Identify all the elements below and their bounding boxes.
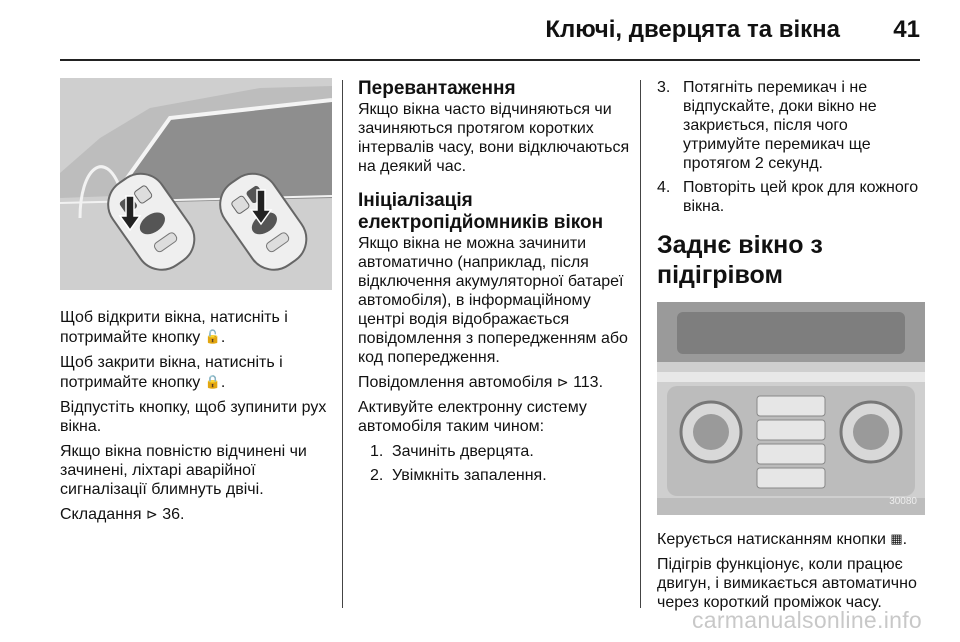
list-item: 2. Увімкніть запалення. <box>370 467 547 484</box>
list-item: 3. Потягніть перемикач і не відпускайте, доки вікно не закриється, після чого утримуйте перемикач ще протягом 2 секунд. <box>657 79 877 172</box>
page-number: 41 <box>893 16 920 43</box>
release-button-text: Відпустіть кнопку, щоб зупинити рух вікна. <box>60 399 327 435</box>
column-3 <box>657 78 927 618</box>
steps-list-1 <box>358 442 630 485</box>
column-divider-1 <box>342 80 343 608</box>
initialization-text: Якщо вікна не можна зачинити автоматично (наприклад, після відключення акумуляторної батареї автомобіля), в інформаційному центрі водія відображається повідомлення з попередженням або код попередження. <box>358 235 628 366</box>
column-divider-2 <box>640 80 641 608</box>
key-lock-button-icon: 🔒 <box>204 374 221 389</box>
key-fob-window-drawing <box>60 78 332 290</box>
rear-heat-control-text: Керується натисканням кнопки ▦. <box>657 531 908 548</box>
vehicle-messages-text: Повідомлення автомобіля ⊳ 113. <box>358 374 604 391</box>
overload-heading: Перевантаження <box>358 78 516 99</box>
page-header <box>60 14 920 50</box>
open-windows-text: Щоб відкрити вікна, натисніть і потримайте кнопку 🔓. <box>60 309 288 346</box>
list-item: 4. Повторіть цей крок для кожного вікна. <box>657 179 919 215</box>
key-unlock-button-icon: 🔓 <box>204 329 221 344</box>
watermark: carmanualsonline.info <box>691 607 922 633</box>
folding-reference-text: Складання ⊳ 36. <box>60 506 185 523</box>
reference-arrow-icon: ⊳ <box>556 374 569 390</box>
reference-arrow-icon: ⊳ <box>146 506 158 522</box>
key-fob-window-illustration <box>60 78 332 290</box>
activate-text: Активуйте електронну систему автомобіля таким чином: <box>358 399 587 435</box>
overload-text: Якщо вікна часто відчиняються чи зачиняються протягом коротких інтервалів часу, вони відключаються на деякий час. <box>358 101 630 175</box>
close-windows-text: Щоб закрити вікна, натисніть і потримайте кнопку 🔒. <box>60 354 283 391</box>
vehicle-messages-link[interactable]: 113. <box>573 374 604 391</box>
initialization-heading: Ініціалізація електропідйомників вікон <box>358 190 604 233</box>
hazard-lights-text: Якщо вікна повністю відчинені чи зачинені, ліхтарі аварійної сигналізації блимнуть двічі. <box>60 443 307 498</box>
folding-reference-link[interactable]: 36. <box>162 506 185 523</box>
climate-panel-drawing <box>657 302 925 515</box>
rear-window-heat-icon: ▦ <box>890 531 903 546</box>
section-title: Ключі, дверцята та вікна <box>545 16 840 43</box>
rear-heat-function-text: Підігрів функціонує, коли працює двигун, і вимикається автоматично через короткий проміжок часу. <box>657 556 917 611</box>
climate-panel-illustration <box>657 302 925 515</box>
header-divider <box>60 59 920 61</box>
column-1 <box>60 78 332 530</box>
list-item: 1. Зачиніть дверцята. <box>370 443 534 460</box>
rear-window-heading: Заднє вікно з підігрівом <box>657 231 823 289</box>
figure-code: 30080 <box>889 496 917 507</box>
steps-list-2 <box>657 78 927 216</box>
column-2 <box>358 78 630 490</box>
